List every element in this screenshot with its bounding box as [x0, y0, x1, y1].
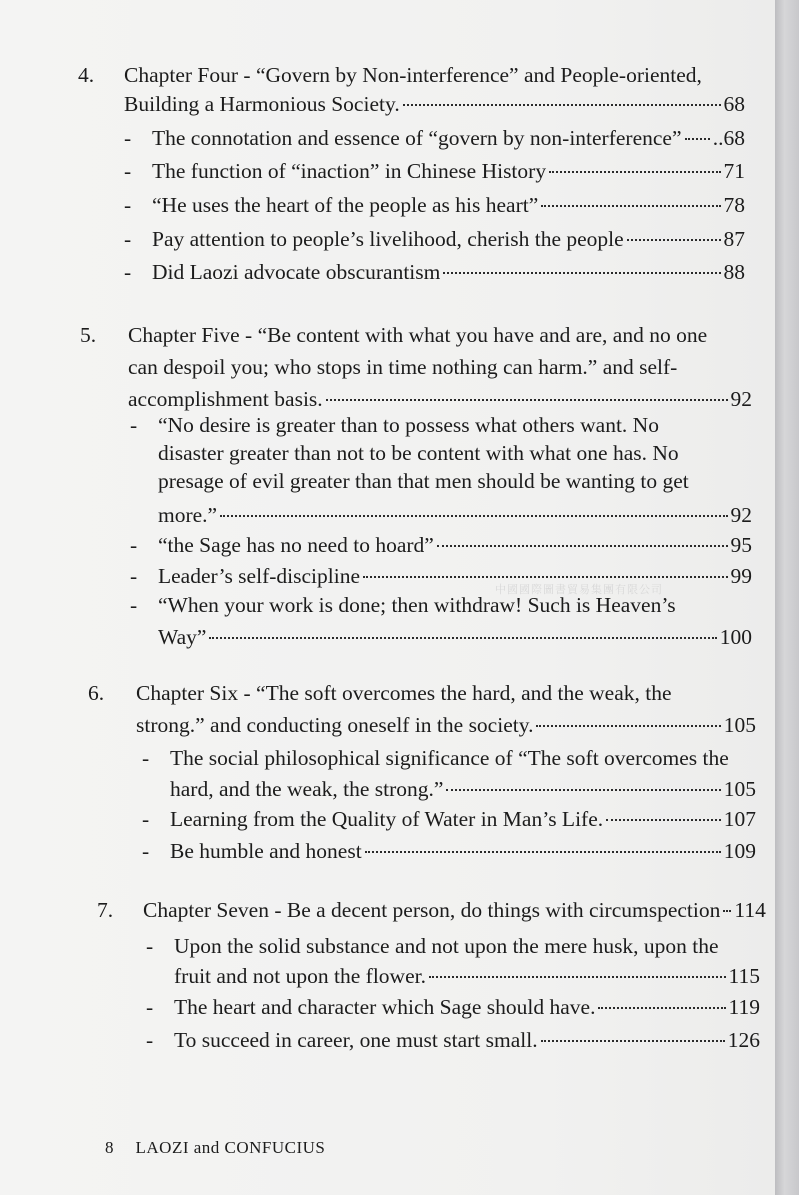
section-line: [174, 933, 760, 959]
chapter-title-text: Building a Harmonious Society.: [124, 92, 400, 116]
dot-leader: [541, 205, 720, 207]
section-page-number: 100: [719, 625, 752, 649]
section-title-text: presage of evil greater than that men should be wanting to get: [158, 469, 689, 493]
section-line: [170, 745, 756, 771]
dot-leader: [446, 789, 720, 791]
section-title-text: “He uses the heart of the people as his heart”: [152, 193, 539, 217]
section-line: [152, 226, 745, 252]
section-title-text: Way”: [158, 625, 207, 649]
dot-leader: [363, 576, 728, 578]
chapter-title-text: Chapter Seven - Be a decent person, do things with circumspection: [143, 898, 721, 922]
dot-leader: [685, 138, 710, 140]
chapter-number: 5.: [80, 323, 97, 347]
chapter-title-line: [124, 62, 745, 88]
section-line: [170, 776, 756, 802]
section-line: [158, 412, 752, 438]
section-title-text: Upon the solid substance and not upon the mere husk, upon the: [174, 934, 719, 958]
chapter-title-line: [128, 322, 752, 348]
dot-leader: [365, 851, 721, 853]
section-page-number: 71: [723, 159, 745, 183]
section-bullet: -: [146, 995, 154, 1019]
dot-leader: [536, 725, 720, 727]
section-page-number: 87: [723, 227, 745, 251]
section-line: [158, 532, 752, 558]
section-bullet: -: [130, 593, 138, 617]
chapter-title-text: Chapter Five - “Be content with what you have and are, and no one: [128, 323, 708, 347]
section-bullet: -: [142, 807, 150, 831]
section-line: [170, 806, 756, 832]
dot-leader: [598, 1007, 725, 1009]
page-footer: [105, 1138, 325, 1158]
chapter-title-text: can despoil you; who stops in time nothing can harm.” and self-: [128, 355, 678, 379]
section-line: [174, 994, 760, 1020]
dot-leader: [403, 104, 721, 106]
section-title-text: The connotation and essence of “govern by non-interference”: [152, 126, 682, 150]
section-bullet: -: [142, 839, 150, 863]
section-title-text: The social philosophical significance of “The soft overcomes the: [170, 746, 729, 770]
section-title-text: disaster greater than not to be content with what one has. No: [158, 441, 679, 465]
chapter-number: 7.: [97, 898, 114, 922]
page-edge: [775, 0, 799, 1195]
chapter-number: 6.: [88, 681, 105, 705]
section-title-text: Be humble and honest: [170, 839, 362, 863]
section-page-number: 95: [730, 533, 752, 557]
footer-page-number: 8: [105, 1138, 114, 1157]
section-page-number: 88: [723, 260, 745, 284]
section-title-text: The function of “inaction” in Chinese History: [152, 159, 547, 183]
chapter-page-number: 114: [734, 898, 766, 922]
section-page-number: 105: [723, 777, 756, 801]
section-bullet: -: [124, 159, 132, 183]
watermark: 中國國際圖書貿易集團有限公司: [495, 584, 663, 596]
section-title-text: “When your work is done; then withdraw! Such is Heaven’s: [158, 593, 676, 617]
chapter-title-text: strong.” and conducting oneself in the society.: [136, 713, 534, 737]
dot-leader: [209, 637, 716, 639]
dot-leader: [549, 171, 720, 173]
chapter-title-line: [143, 897, 766, 923]
section-title-text: “No desire is greater than to possess what others want. No: [158, 413, 659, 437]
section-page-number: 126: [727, 1028, 760, 1052]
chapter-number: 4.: [78, 63, 95, 87]
section-title-text: The heart and character which Sage should have.: [174, 995, 596, 1019]
chapter-title-line: [128, 386, 752, 412]
section-line: [152, 259, 745, 285]
section-line: [158, 468, 752, 494]
section-title-text: Leader’s self-discipline: [158, 564, 360, 588]
section-title-text: To succeed in career, one must start small.: [174, 1028, 538, 1052]
section-page-number: 78: [723, 193, 745, 217]
section-page-number: 99: [730, 564, 752, 588]
section-line: [170, 838, 756, 864]
section-bullet: -: [130, 413, 138, 437]
chapter-title-text: Chapter Six - “The soft overcomes the hard, and the weak, the: [136, 681, 672, 705]
section-page-number: 115: [728, 964, 760, 988]
section-line: [158, 624, 752, 650]
chapter-page-number: 105: [723, 713, 756, 737]
section-title-text: Did Laozi advocate obscurantism: [152, 260, 441, 284]
section-bullet: -: [142, 746, 150, 770]
dot-leader: [443, 272, 720, 274]
dot-leader: [429, 976, 726, 978]
section-line: [158, 440, 752, 466]
section-bullet: -: [124, 126, 132, 150]
section-bullet: -: [146, 934, 154, 958]
section-page-number: 109: [723, 839, 756, 863]
section-line: [152, 158, 745, 184]
chapter-title-line: [136, 680, 756, 706]
chapter-title-line: [136, 712, 756, 738]
section-title-text: Learning from the Quality of Water in Man’s Life.: [170, 807, 604, 831]
section-bullet: -: [124, 227, 132, 251]
chapter-title-line: [128, 354, 752, 380]
dot-leader: [220, 515, 727, 517]
section-bullet: -: [124, 260, 132, 284]
section-line: [152, 192, 745, 218]
section-page-number: 119: [728, 995, 760, 1019]
dot-leader: [437, 545, 728, 547]
section-line: [158, 502, 752, 528]
section-title-text: more.”: [158, 503, 218, 527]
dot-leader: [606, 819, 721, 821]
section-bullet: -: [146, 1028, 154, 1052]
section-title-text: fruit and not upon the flower.: [174, 964, 426, 988]
section-page-number: 92: [730, 503, 752, 527]
dot-leader: [326, 399, 728, 401]
dot-leader: [627, 239, 721, 241]
footer-book-title: LAOZI and CONFUCIUS: [135, 1138, 326, 1157]
section-page-number: ..68: [712, 126, 745, 150]
section-line: [174, 963, 760, 989]
dot-leader: [541, 1040, 725, 1042]
section-title-text: “the Sage has no need to hoard”: [158, 533, 434, 557]
section-page-number: 107: [723, 807, 756, 831]
section-line: [152, 125, 745, 151]
chapter-page-number: 68: [723, 92, 745, 116]
section-bullet: -: [130, 533, 138, 557]
chapter-title-text: Chapter Four - “Govern by Non-interference” and People-oriented,: [124, 63, 702, 87]
section-bullet: -: [130, 564, 138, 588]
section-line: [174, 1027, 760, 1053]
chapter-title-line: [124, 91, 745, 117]
chapter-page-number: 92: [730, 387, 752, 411]
section-bullet: -: [124, 193, 132, 217]
chapter-title-text: accomplishment basis.: [128, 387, 323, 411]
section-title-text: Pay attention to people’s livelihood, cherish the people: [152, 227, 624, 251]
section-title-text: hard, and the weak, the strong.”: [170, 777, 444, 801]
dot-leader: [723, 910, 731, 912]
